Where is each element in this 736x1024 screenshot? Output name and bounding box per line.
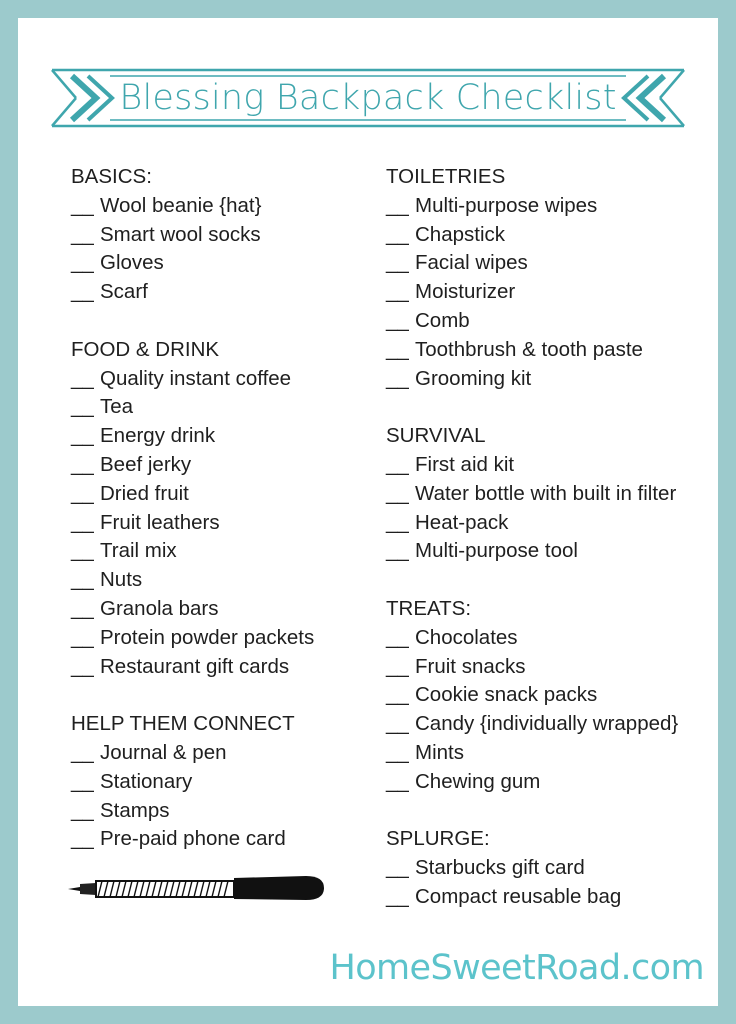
checkbox-blank: __ — [71, 654, 94, 678]
checklist-item — [386, 336, 678, 365]
checklist-item — [71, 624, 314, 653]
checkbox-blank: __ — [71, 452, 94, 476]
item-label: Smart wool socks — [100, 222, 261, 246]
checkbox-blank: __ — [386, 337, 409, 361]
checklist-item — [386, 710, 678, 739]
item-label: Chapstick — [415, 222, 506, 246]
checkbox-blank: __ — [71, 827, 94, 851]
checklist-item — [71, 797, 314, 826]
checkbox-blank: __ — [71, 481, 94, 505]
checklist-item — [71, 509, 314, 538]
checkbox-blank: __ — [386, 712, 409, 736]
checkbox-blank: __ — [71, 510, 94, 534]
checklist-item — [386, 249, 678, 278]
item-label: Facial wipes — [415, 251, 528, 275]
item-label: Beef jerky — [100, 452, 192, 476]
checklist-item — [71, 365, 314, 394]
item-label: Pre-paid phone card — [100, 827, 286, 851]
checklist-item — [386, 480, 678, 509]
checklist-item — [71, 221, 314, 250]
checklist-item — [71, 768, 314, 797]
checklist-section — [386, 422, 678, 566]
checklist-item — [386, 768, 678, 797]
checklist-item — [71, 653, 314, 682]
checklist-section — [71, 336, 314, 682]
item-label: Quality instant coffee — [100, 366, 292, 390]
item-label: Restaurant gift cards — [100, 654, 290, 678]
checkbox-blank: __ — [71, 395, 94, 419]
item-label: Journal & pen — [100, 740, 227, 764]
item-label: Multi-purpose wipes — [415, 193, 598, 217]
checklist-item — [386, 624, 678, 653]
item-label: Dried fruit — [100, 481, 189, 505]
item-label: First aid kit — [415, 452, 515, 476]
item-label: Fruit snacks — [415, 654, 526, 678]
item-label: Grooming kit — [415, 366, 532, 390]
checkbox-blank: __ — [386, 625, 409, 649]
item-label: Stamps — [100, 798, 170, 822]
item-label: Comb — [415, 308, 470, 332]
checkbox-blank: __ — [71, 193, 94, 217]
checkbox-blank: __ — [386, 683, 409, 707]
item-label: Fruit leathers — [100, 510, 220, 534]
checkbox-blank: __ — [386, 884, 409, 908]
checkbox-blank: __ — [71, 798, 94, 822]
checkbox-blank: __ — [386, 510, 409, 534]
checklist-item — [71, 278, 314, 307]
checklist-item — [386, 509, 678, 538]
checkbox-blank: __ — [386, 222, 409, 246]
item-label: Trail mix — [100, 539, 177, 563]
checklist-item — [386, 278, 678, 307]
section-heading: FOOD & DRINK — [71, 337, 220, 361]
checklist-page — [18, 18, 718, 1006]
item-label: Compact reusable bag — [415, 884, 622, 908]
footer-website: HomeSweetRoad.com — [329, 948, 704, 988]
checkbox-blank: __ — [386, 366, 409, 390]
checklist-section — [386, 163, 678, 393]
item-label: Stationary — [100, 769, 193, 793]
item-label: Protein powder packets — [100, 625, 315, 649]
item-label: Toothbrush & tooth paste — [415, 337, 643, 361]
checkbox-blank: __ — [71, 568, 94, 592]
checklist-section — [71, 163, 314, 307]
item-label: Scarf — [100, 280, 148, 304]
checkbox-blank: __ — [386, 856, 409, 880]
section-heading: TREATS: — [386, 596, 472, 620]
checkbox-blank: __ — [71, 366, 94, 390]
checklist-section — [386, 825, 678, 911]
checkbox-blank: __ — [71, 625, 94, 649]
checklist-item — [71, 825, 314, 854]
item-label: Chocolates — [415, 625, 518, 649]
item-label: Energy drink — [100, 424, 216, 448]
checklist-item — [386, 192, 678, 221]
item-label: Nuts — [100, 568, 143, 592]
checklist-item — [386, 451, 678, 480]
checklist-item — [71, 595, 314, 624]
checklist-item — [386, 854, 678, 883]
checkbox-blank: __ — [386, 769, 409, 793]
checkbox-blank: __ — [71, 769, 94, 793]
item-label: Multi-purpose tool — [415, 539, 578, 563]
checklist-item — [386, 221, 678, 250]
checklist-item — [71, 566, 314, 595]
checkbox-blank: __ — [386, 481, 409, 505]
checklist-item — [386, 653, 678, 682]
checklist-item — [386, 307, 678, 336]
page-title: Blessing Backpack Checklist — [119, 78, 617, 118]
item-label: Chewing gum — [415, 769, 541, 793]
item-label: Heat-pack — [415, 510, 509, 534]
checklist-item — [71, 739, 314, 768]
checklist-item — [71, 249, 314, 278]
checkbox-blank: __ — [71, 539, 94, 563]
item-label: Granola bars — [100, 596, 219, 620]
checklist-item — [71, 451, 314, 480]
item-label: Gloves — [100, 251, 164, 275]
item-label: Cookie snack packs — [415, 683, 598, 707]
checklist-section — [386, 595, 678, 797]
checkbox-blank: __ — [386, 452, 409, 476]
section-heading: TOILETRIES — [386, 165, 506, 188]
checkbox-blank: __ — [71, 280, 94, 304]
checklist-section — [71, 710, 314, 854]
left-column — [71, 163, 314, 883]
checkbox-blank: __ — [386, 740, 409, 764]
pen-icon — [66, 870, 328, 906]
item-label: Candy {individually wrapped} — [415, 712, 679, 736]
checklist-item — [386, 537, 678, 566]
item-label: Moisturizer — [415, 280, 516, 304]
checklist-item — [71, 422, 314, 451]
checklist-item — [386, 739, 678, 768]
checklist-item — [386, 681, 678, 710]
checkbox-blank: __ — [71, 222, 94, 246]
checkbox-blank: __ — [71, 740, 94, 764]
checklist-item — [71, 393, 314, 422]
checkbox-blank: __ — [386, 654, 409, 678]
checklist-item — [71, 480, 314, 509]
checkbox-blank: __ — [71, 424, 94, 448]
checklist-item — [71, 537, 314, 566]
item-label: Mints — [415, 740, 464, 764]
checkbox-blank: __ — [386, 251, 409, 275]
item-label: Water bottle with built in filter — [415, 481, 677, 505]
section-heading: SPLURGE: — [386, 827, 490, 851]
checkbox-blank: __ — [386, 308, 409, 332]
checkbox-blank: __ — [386, 280, 409, 304]
checklist-item — [386, 365, 678, 394]
right-column — [386, 163, 678, 941]
checkbox-blank: __ — [386, 539, 409, 563]
checkbox-blank: __ — [71, 251, 94, 275]
item-label: Starbucks gift card — [415, 856, 585, 880]
checkbox-blank: __ — [71, 596, 94, 620]
item-label: Tea — [100, 395, 134, 419]
checkbox-blank: __ — [386, 193, 409, 217]
section-heading: SURVIVAL — [386, 424, 486, 448]
checklist-item — [386, 883, 678, 912]
checklist-item — [71, 192, 314, 221]
section-heading: BASICS: — [71, 165, 152, 188]
item-label: Wool beanie {hat} — [100, 193, 262, 217]
section-heading: HELP THEM CONNECT — [71, 712, 295, 736]
